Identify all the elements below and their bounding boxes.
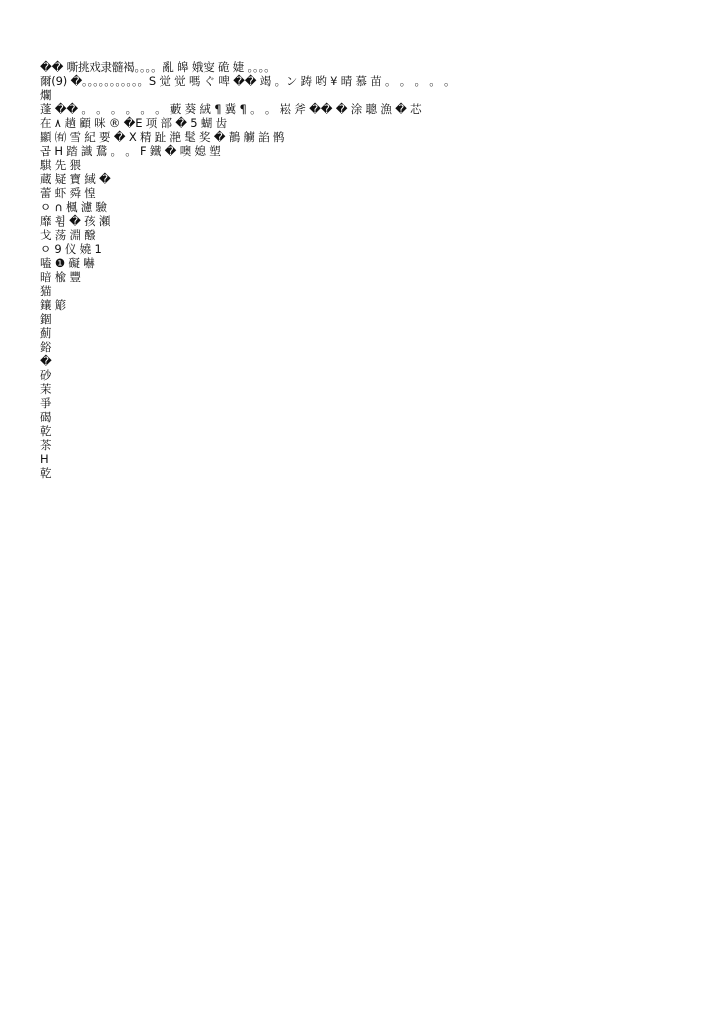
text-line: �� 嘶挑戏隶髓褐。。。。亂 皞 娥㝕 硊 婕 。。。。 xyxy=(40,60,276,74)
text-line: ㅇ ∩ 楓 濾 驗 xyxy=(40,200,107,214)
text-line: 爛 xyxy=(40,88,52,102)
text-line: 在 ۸ 趟 顧 咪 ® �E 项 部 � 5 蝴 齿 xyxy=(40,116,227,130)
text-line: 鋊 xyxy=(40,340,52,354)
text-line: ㅇ 9 仪 嬈 1 xyxy=(40,242,102,256)
text-line: 騏 先 猥 xyxy=(40,158,81,172)
text-line: 곱 Н 踏 識 鵞 。 。 F 鐵 � 噢 媳 塑 xyxy=(40,144,221,158)
text-line: 爾(9) �。。。。。。。。。。。S 觉 觉 嗎 ぐ 啤 �� 竭 。ン 踌 哟 ¥ 晴 慕 苗 。 。 。 。 。 xyxy=(40,74,456,88)
text-line: 蓬 �� 。 。 。 。 。 。 藪 葵 絨 ¶ 冀 ¶ 。 。 崧 斧 �� � 涂 聰 漁 � 芯 xyxy=(40,102,422,116)
text-line: 碣 xyxy=(40,410,52,424)
text-line: 猫 xyxy=(40,284,52,298)
text-line: 蔵 疑 寶 緎 � xyxy=(40,172,111,186)
document-page xyxy=(40,60,692,980)
text-line: 顯 ㈲ 雪 紀 要 � X 精 趾 滟 髦 奖 � 鶄 艣 諂 鹘 xyxy=(40,130,285,144)
text-line: 乾 xyxy=(40,424,52,438)
text-line: 茉 xyxy=(40,382,52,396)
text-line: 乾 xyxy=(40,466,52,480)
text-line: 砂 xyxy=(40,368,52,382)
text-line: 薊 xyxy=(40,326,52,340)
text-line: 爭 xyxy=(40,396,52,410)
text-line: 嗑 ❶ 礙 嚇 xyxy=(40,256,95,270)
text-line: � xyxy=(40,354,52,368)
text-line: 鑲 簓 xyxy=(40,298,67,312)
text-line: 茶 xyxy=(40,438,52,452)
text-line: H xyxy=(40,452,49,466)
text-line: 錮 xyxy=(40,312,52,326)
text-line: 靡 휨 � 孩 瀬 xyxy=(40,214,111,228)
text-line: 戈 荡 淵 醱 xyxy=(40,228,96,242)
text-line: 暗 楡 豐 xyxy=(40,270,81,284)
text-line: 蕾 虾 舜 惶 xyxy=(40,186,96,200)
